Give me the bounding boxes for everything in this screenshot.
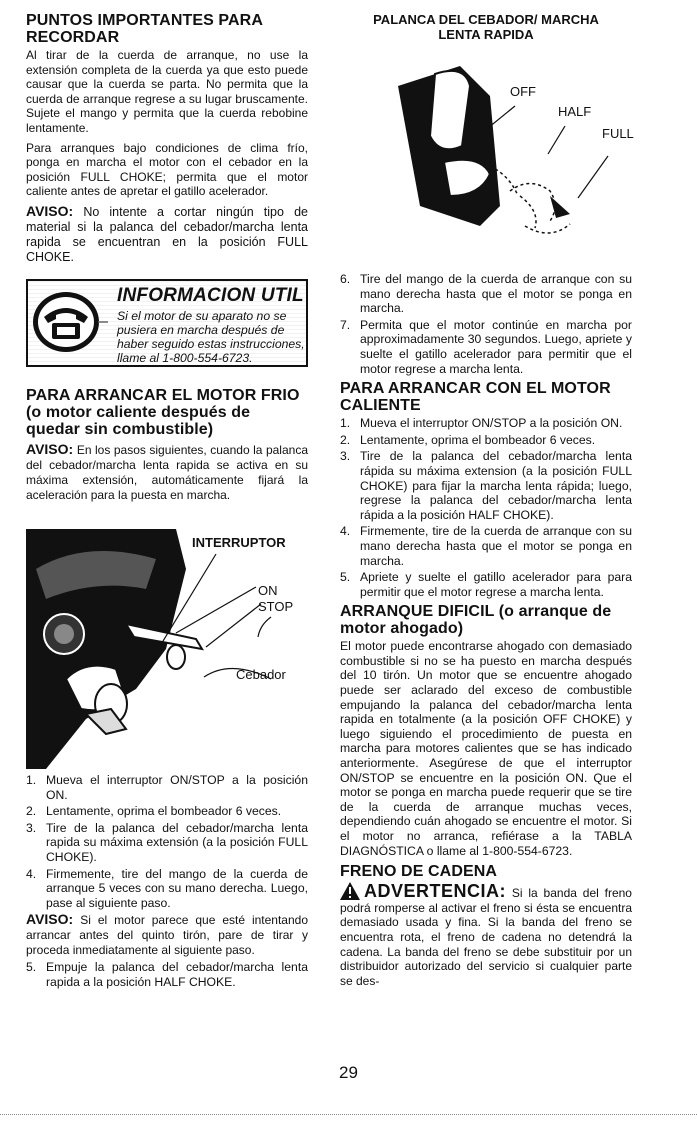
informacion-util-text: Si el motor de su aparato no se pusiera en marcha después de haber seguido estas instrucciones, llame al 1-800-554-6723.	[117, 308, 305, 365]
paragraph-cuerda: Al tirar de la cuerda de arranque, no use la extensión completa de la cuerda ya que esto puede causar que la cuerda se parta. No permita que la cuerda de arranque regrese a su lugar bruscamente. Sujete el mango y permita que la cuerda rebobine lentamente.	[26, 48, 308, 135]
figure-title-palanca: PALANCA DEL CEBADOR/ MARCHA LENTA RAPIDA	[373, 12, 599, 42]
step-text: Mueva el interruptor ON/STOP a la posición ON.	[46, 772, 308, 802]
list-item	[340, 524, 632, 568]
step-text: Tire de la palanca del cebador/marcha lenta rapida su máxima extensión (a la posición FULL CHOKE).	[46, 820, 308, 864]
list-item	[26, 773, 308, 802]
step-text: Firmemente, tire de la cuerda de arranque con su mano derecha hasta que el motor se ponga en marcha.	[360, 524, 632, 568]
list-item	[340, 318, 632, 376]
heading-puntos-importantes: PUNTOS IMPORTANTES PARA RECORDAR	[26, 12, 263, 46]
heading-motor-frio: PARA ARRANCAR EL MOTOR FRIO (o motor caliente después de quedar sin combustible)	[26, 386, 300, 438]
list-item	[340, 416, 632, 431]
label-stop: STOP	[258, 598, 294, 614]
heading-arranque-dificil: ARRANQUE DIFICIL (o arranque de motor ahogado)	[340, 603, 612, 638]
label-half: HALF	[558, 104, 592, 119]
step-text: Apriete y suelte el gatillo acelerador para para permitir que el motor regrese a marcha lenta.	[360, 570, 632, 599]
list-item	[340, 433, 632, 448]
label-off: OFF	[510, 84, 536, 99]
advertencia-label: ADVERTENCIA:	[364, 881, 507, 902]
cold-start-steps	[26, 773, 308, 910]
step-number: 2.	[340, 432, 351, 447]
left-column	[26, 12, 308, 991]
interruptor-figure	[26, 529, 308, 769]
aviso-text: En los pasos siguientes, cuando la palanca del cebador/marcha lenta rapida se activa en su máxima extensión, automáticamente fijará la aceleración para la puesta en marcha.	[26, 442, 308, 502]
step-text: Lentamente, oprima el bombeador 6 veces.	[46, 804, 282, 819]
step-number: 3.	[340, 449, 351, 464]
warm-start-steps	[340, 416, 632, 599]
page-number: 29	[339, 1063, 358, 1082]
paragraph-clima-frio: Para arranques bajo condiciones de clima frío, ponga en marcha el motor con el cebador en la posición FULL CHOKE; permita que el motor caliente antes de apretar el gatillo acelerador.	[26, 140, 308, 199]
heading-motor-caliente: PARA ARRANCAR CON EL MOTOR CALIENTE	[340, 380, 611, 415]
step-text: Firmemente, tire del mango de la cuerda de arranque 5 veces con su mano derecha. Luego, pase al siguiente paso.	[46, 866, 308, 910]
list-item	[340, 570, 632, 599]
step-number: 2.	[26, 804, 37, 819]
step-text: Tire de la palanca del cebador/marcha lenta rápida su máxima extension (a la posición FULL CHOKE) para fijar la marcha lenta rápida; luego, regrese la palanca del cebador/marcha lenta rápida a la posición HALF CHOKE).	[360, 449, 632, 522]
step-number: 7.	[340, 317, 351, 332]
aviso-text: No intente a cortar ningún tipo de material si la palanca del cebador/marcha lenta rapida se encuentran en la posición FULL CHOKE.	[26, 204, 308, 264]
step-number: 1.	[26, 772, 37, 787]
choke-lever-illustration	[340, 46, 632, 264]
step-number: 4.	[26, 866, 37, 881]
step-number: 6.	[340, 272, 351, 286]
aviso-full-choke	[26, 204, 308, 265]
palanca-figure	[340, 46, 632, 264]
label-interruptor: INTERRUPTOR	[192, 534, 286, 550]
list-item	[340, 272, 632, 316]
step-text: Lentamente, oprima el bombeador 6 veces.	[360, 432, 596, 447]
step-number: 4.	[340, 524, 351, 539]
informacion-util-title: INFORMACION UTIL	[117, 284, 304, 306]
aviso-aceleracion	[26, 442, 308, 503]
paragraph-motor-ahogado: El motor puede encontrarse ahogado con demasiado combustible si no se ha puesto en marcha después del 10 tirón. Un motor que se encuentre ahogado puede ser aclarado del exceso de combustible empujando la palanca del cebador/marcha lenta rapida en totalmente (a la posición OFF CHOKE) y luego siguiendo el procedimiento de puesta en marcha para motores calientes que se has indicado anteriormente. Asegúrese de que el interruptor ON/STOP se encuentre en la posición ON. Que el motor se ponga en marcha puede requerir que se tire de la cuerda de arranque muchas veces, dependiendo cuán ahogado se encuentre el motor. Si el motor no arranca, refiérase a la TABLA DIAGNÓSTICA o llame al 1-800-554-6723.	[340, 639, 632, 858]
list-item	[26, 804, 308, 819]
step-text: Mueva el interruptor ON/STOP a la posición ON.	[360, 416, 623, 431]
aviso-label: AVISO:	[26, 440, 74, 457]
cold-start-step-5	[26, 960, 308, 989]
bottom-dotted-rule	[0, 1114, 697, 1115]
list-item	[340, 449, 632, 522]
label-on: ON	[258, 582, 278, 598]
aviso-text: Si el motor parece que esté intentando arrancar antes del quinto tirón, pare de tirar y proceda inmediatamente al siguiente paso.	[26, 913, 308, 958]
aviso-label: AVISO:	[26, 202, 74, 219]
warning-triangle-icon	[340, 882, 360, 900]
list-item	[26, 960, 308, 989]
heading-freno-cadena: FRENO DE CADENA	[340, 863, 498, 881]
label-cebador: Cebador	[236, 666, 286, 682]
step-text: Permita que el motor continúe en marcha por approximadamente 30 segundos. Luego, apriete y suelte el gatillo acelerador para permitir que el motor regrese a marcha lenta.	[360, 317, 632, 376]
advertencia-freno	[340, 882, 632, 988]
advertencia-text: Si la banda del freno podrá romperse al activar el freno si ésta se encuentra demasiado usada y fina. Si la banda del freno se encuentra rota, el freno de cadena no detendrá la cadena. La banda del freno se debe substituir por un distribuidor autorizado del servicio si cualquier parte se des-	[340, 886, 632, 988]
engine-illustration	[26, 529, 308, 769]
label-full: FULL	[602, 126, 634, 141]
informacion-util-box	[26, 279, 308, 367]
step-number: 5.	[26, 960, 37, 975]
steps-6-7	[340, 272, 632, 376]
aviso-quinto-tiron	[26, 912, 308, 958]
step-number: 3.	[26, 820, 37, 835]
aviso-label: AVISO:	[26, 911, 74, 928]
list-item	[26, 867, 308, 911]
step-text: Empuje la palanca del cebador/marcha lenta rapida a la posición HALF CHOKE.	[46, 960, 308, 989]
step-number: 5.	[340, 570, 351, 585]
step-text: Tire del mango de la cuerda de arranque con su mano derecha hasta que el motor se ponga en marcha.	[360, 272, 632, 316]
step-number: 1.	[340, 416, 351, 431]
telephone-icon	[32, 291, 108, 353]
right-column	[340, 12, 632, 993]
list-item	[26, 821, 308, 865]
